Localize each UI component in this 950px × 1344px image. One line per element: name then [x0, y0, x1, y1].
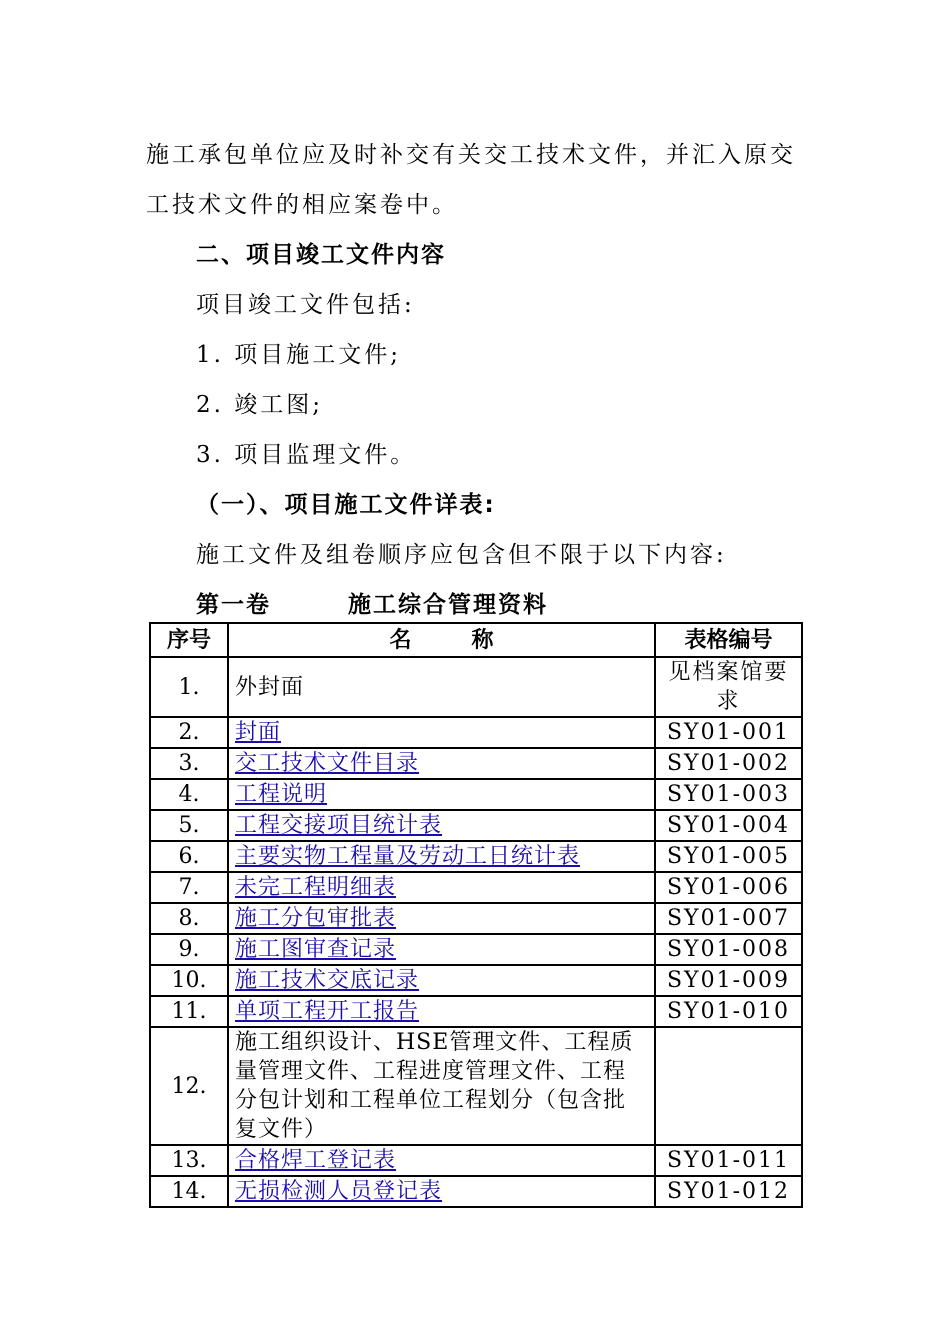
row-name-cell	[228, 841, 655, 872]
row-name-link[interactable]: 施工分包审批表	[235, 906, 397, 931]
table-row	[150, 1176, 802, 1207]
row-name-link[interactable]: 施工技术交底记录	[235, 968, 420, 993]
row-number: 13.	[150, 1145, 228, 1176]
table-row	[150, 1145, 802, 1176]
row-name-link[interactable]: 工程说明	[235, 782, 328, 807]
row-number: 6.	[150, 841, 228, 872]
subsection-heading: （一）、项目施工文件详表:	[196, 492, 496, 518]
list-item-2: 2. 竣工图;	[196, 392, 324, 418]
row-name-cell	[228, 717, 655, 748]
row-name-text: 外封面	[235, 674, 305, 700]
row-name-link[interactable]: 未完工程明细表	[235, 875, 397, 900]
row-code: SY01-004	[655, 810, 802, 841]
row-name-cell	[228, 657, 655, 717]
row-name-link[interactable]: 工程交接项目统计表	[235, 813, 443, 838]
row-name-link[interactable]: 无损检测人员登记表	[235, 1179, 443, 1204]
row-number: 2.	[150, 717, 228, 748]
row-name-link[interactable]: 单项工程开工报告	[235, 999, 420, 1024]
order-note: 施工文件及组卷顺序应包含但不限于以下内容:	[196, 542, 727, 568]
row-name-cell	[228, 748, 655, 779]
row-code: SY01-009	[655, 965, 802, 996]
row-code	[655, 1027, 802, 1145]
header-name	[228, 623, 655, 657]
table-row	[150, 841, 802, 872]
table-row	[150, 779, 802, 810]
row-name-cell	[228, 1145, 655, 1176]
table-row	[150, 810, 802, 841]
table-row	[150, 965, 802, 996]
row-code: SY01-001	[655, 717, 802, 748]
row-code: SY01-008	[655, 934, 802, 965]
table-row	[150, 903, 802, 934]
row-number: 11.	[150, 996, 228, 1027]
table-row	[150, 717, 802, 748]
table-row	[150, 1027, 802, 1145]
header-code: 表格编号	[655, 623, 802, 657]
row-number: 5.	[150, 810, 228, 841]
table-row	[150, 996, 802, 1027]
volume-label: 第一卷	[196, 592, 271, 618]
row-name-cell	[228, 903, 655, 934]
header-name-part-a: 名	[389, 627, 412, 653]
row-name-cell	[228, 996, 655, 1027]
row-code: 见档案馆要求	[655, 657, 802, 717]
intro-text: 项目竣工文件包括:	[196, 292, 415, 318]
row-name-link[interactable]: 交工技术文件目录	[235, 751, 420, 776]
row-name-link[interactable]: 施工图审查记录	[235, 937, 397, 962]
row-name-cell	[228, 810, 655, 841]
row-number: 8.	[150, 903, 228, 934]
row-name-cell	[228, 965, 655, 996]
row-name-cell	[228, 779, 655, 810]
row-number: 12.	[150, 1027, 228, 1145]
row-name-text: 施工组织设计、HSE管理文件、工程质量管理文件、工程进度管理文件、工程分包计划和工程单位工程划分（包含批复文件）	[235, 1030, 634, 1142]
row-name-link[interactable]: 合格焊工登记表	[235, 1148, 397, 1173]
paragraph-line-2: 工技术文件的相应案卷中。	[146, 192, 458, 218]
table-row	[150, 872, 802, 903]
row-code: SY01-007	[655, 903, 802, 934]
row-name-cell	[228, 1176, 655, 1207]
header-name-part-b: 称	[471, 627, 494, 653]
row-name-link[interactable]: 主要实物工程量及劳动工日统计表	[235, 844, 581, 869]
row-number: 9.	[150, 934, 228, 965]
table-row	[150, 657, 802, 717]
row-number: 10.	[150, 965, 228, 996]
row-number: 7.	[150, 872, 228, 903]
row-code: SY01-006	[655, 872, 802, 903]
row-number: 4.	[150, 779, 228, 810]
row-number: 14.	[150, 1176, 228, 1207]
row-code: SY01-005	[655, 841, 802, 872]
row-name-link[interactable]: 封面	[235, 720, 282, 745]
table-header-row	[150, 623, 802, 657]
list-item-3: 3. 项目监理文件。	[196, 442, 417, 468]
header-no: 序号	[150, 623, 228, 657]
row-name-cell	[228, 934, 655, 965]
row-name-cell	[228, 1027, 655, 1145]
section-heading: 二、项目竣工文件内容	[196, 242, 446, 268]
file-table	[149, 622, 803, 1208]
list-item-1: 1. 项目施工文件;	[196, 342, 402, 368]
row-code: SY01-012	[655, 1176, 802, 1207]
row-code: SY01-011	[655, 1145, 802, 1176]
paragraph-line-1: 施工承包单位应及时补交有关交工技术文件，并汇入原交	[146, 142, 796, 168]
row-number: 3.	[150, 748, 228, 779]
table-body	[150, 657, 802, 1207]
table-row	[150, 934, 802, 965]
row-number: 1.	[150, 657, 228, 717]
volume-title: 施工综合管理资料	[348, 592, 548, 618]
row-code: SY01-003	[655, 779, 802, 810]
row-code: SY01-010	[655, 996, 802, 1027]
table-row	[150, 748, 802, 779]
row-code: SY01-002	[655, 748, 802, 779]
row-name-cell	[228, 872, 655, 903]
